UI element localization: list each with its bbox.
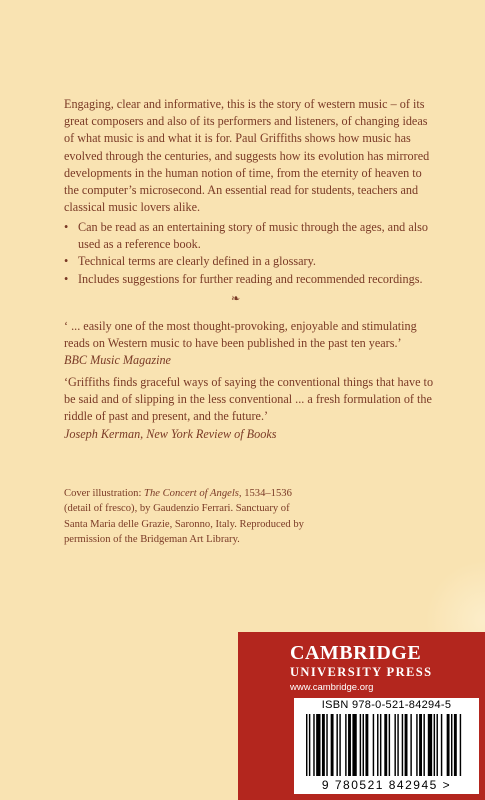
- description-blurb: Engaging, clear and informative, this is the story of western music – of its great composers and also of its performers and listeners, of changing ideas of what music is and what it is for. Paul Griffiths shows how music has evolved through the centuries, and suggests how its evolution has mirrored developments in the human notion of time, from the eternity of heaven to the computer’s microsecond. An essential read for students, teachers and classical music lovers alike.: [64, 97, 430, 215]
- artwork-title: The Concert of Angels,: [144, 488, 242, 499]
- review-quote: [64, 318, 436, 370]
- publisher-panel: [238, 632, 485, 800]
- barcode-icon: [298, 714, 475, 778]
- publisher-name: CAMBRIDGE: [290, 642, 422, 664]
- cover-illustration-credit: Cover illustration: The Concert of Angels, 1534–1536 (detail of fresco), by Gaudenzio Ferrari. Sanctuary of Santa Maria delle Grazie, Saronno, Italy. Reproduced by permission of the Bridgeman Art Library.: [64, 488, 304, 546]
- bullet-icon: •: [64, 220, 69, 234]
- barcode-number: 9 780521 842945 >: [321, 778, 452, 792]
- review-quote: [64, 374, 436, 443]
- bullet-icon: •: [64, 271, 69, 286]
- publisher-url: www.cambridge.org: [290, 682, 374, 693]
- quote-text: ‘Griffiths finds graceful ways of saying the conventional things that have to be said and of slipping in the less conventional ... a fresh formulation of the riddle of past and present, and the future.’: [64, 375, 434, 424]
- barcode-card: [294, 698, 479, 794]
- quote-source: BBC Music Magazine: [64, 353, 171, 368]
- feature-list: [64, 219, 436, 288]
- list-item: • Includes suggestions for further reading and recommended recordings.: [64, 271, 436, 288]
- list-item: • Can be read as an entertaining story of music through the ages, and also used as a reference book.: [64, 220, 428, 252]
- list-item: • Technical terms are clearly defined in a glossary.: [64, 253, 436, 270]
- publisher-subtitle: UNIVERSITY PRESS: [290, 665, 433, 679]
- isbn-label: ISBN 978-0-521-84294-5: [321, 699, 452, 711]
- bullet-icon: •: [64, 254, 69, 269]
- quote-text: ‘ ... easily one of the most thought-provoking, enjoyable and stimulating reads on Western music to have been published in the past ten years.’: [64, 319, 417, 351]
- quote-source: Joseph Kerman, New York Review of Books: [64, 426, 277, 441]
- fleuron-icon: ❧: [231, 293, 241, 305]
